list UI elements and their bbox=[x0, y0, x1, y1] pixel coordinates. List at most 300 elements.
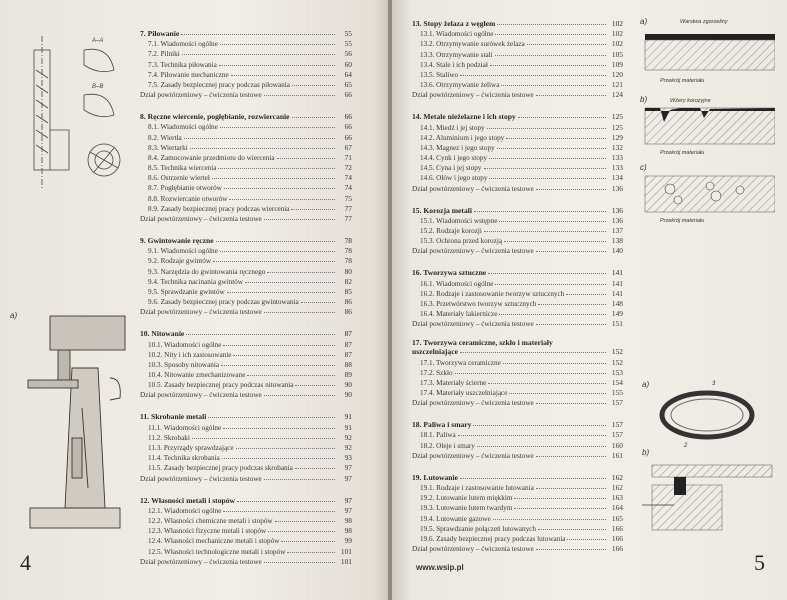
toc-item-title: 19.4. Lutowanie gazowe bbox=[420, 514, 491, 523]
toc-item-title: 7.3. Technika piłowania bbox=[148, 60, 217, 69]
seal-label-a: a) bbox=[642, 380, 650, 389]
toc-item-page: 92 bbox=[344, 443, 352, 452]
toc-item-title: 11.1. Wiadomości ogólne bbox=[148, 423, 222, 432]
leader-dots bbox=[567, 539, 606, 540]
toc-item-title: Dział powtórzeniowy – ćwiczenia testowe bbox=[140, 474, 262, 483]
leader-dots bbox=[536, 488, 606, 489]
toc-item-page: 165 bbox=[611, 513, 623, 523]
leader-dots bbox=[538, 529, 606, 530]
chapter-page: 66 bbox=[344, 112, 352, 122]
leader-dots bbox=[493, 519, 606, 520]
leader-dots bbox=[267, 272, 335, 273]
chapter-title: 15. Korozja metali bbox=[412, 205, 472, 215]
leader-dots bbox=[489, 178, 606, 179]
toc-review-item bbox=[412, 182, 623, 192]
toc-item-title: 11.4. Technika skrobania bbox=[148, 454, 220, 463]
toc-item-title: 16.3. Przetwórstwo tworzyw sztucznych bbox=[420, 299, 537, 308]
toc-review-item bbox=[412, 450, 623, 460]
leader-dots bbox=[495, 284, 606, 285]
leader-dots bbox=[182, 54, 335, 55]
toc-item-title: 12.2. Własności chemiczne metali i stopów bbox=[148, 516, 273, 525]
toc-item-title: 8.9. Zasady bezpiecznej pracy podczas wiercenia bbox=[148, 204, 290, 213]
chapter-heading bbox=[140, 233, 352, 245]
toc-item-title: 10.1. Wiadomości ogólne bbox=[148, 340, 222, 349]
leader-dots bbox=[460, 75, 606, 76]
toc-item-page: 66 bbox=[344, 132, 352, 142]
leader-dots bbox=[487, 128, 606, 129]
leader-dots bbox=[504, 241, 606, 242]
toc-item-title: Dział powtórzeniowy – ćwiczenia testowe bbox=[140, 308, 262, 317]
toc-item bbox=[412, 308, 623, 318]
toc-item bbox=[140, 38, 352, 48]
toc-item bbox=[140, 442, 352, 452]
toc-item-page: 136 bbox=[611, 215, 623, 225]
toc-item-title: Dział powtórzeniowy – ćwiczenia testowe bbox=[140, 91, 262, 100]
pitting-label: Wżery korozyjne bbox=[670, 98, 711, 104]
toc-item bbox=[412, 356, 623, 366]
toc-item bbox=[140, 69, 352, 79]
publisher-url: www.wsip.pl bbox=[416, 563, 464, 572]
toc-item bbox=[412, 215, 623, 225]
toc-item bbox=[140, 296, 352, 306]
toc-item-page: 163 bbox=[611, 493, 623, 503]
leader-dots bbox=[501, 85, 606, 86]
toc-item bbox=[412, 523, 623, 533]
toc-item-page: 90 bbox=[344, 390, 352, 400]
chapter-page: 141 bbox=[611, 268, 623, 278]
fig-label-section-aa: A–A bbox=[92, 38, 104, 44]
toc-item bbox=[140, 505, 352, 515]
toc-item-title: 15.2. Rodzaje korozji bbox=[420, 227, 482, 235]
toc-item bbox=[412, 69, 623, 79]
toc-item-page: 92 bbox=[344, 432, 352, 442]
toc-item bbox=[140, 338, 352, 348]
leader-dots bbox=[497, 24, 606, 25]
leader-dots bbox=[536, 189, 606, 190]
toc-item-title: 14.1. Miedź i jej stopy bbox=[420, 123, 485, 132]
toc-item-title: 13.3. Otrzymywanie stali bbox=[420, 50, 493, 59]
toc-item-page: 101 bbox=[340, 556, 352, 566]
toc-item-title: 13.1. Wiadomości ogólne bbox=[420, 30, 494, 39]
toc-item-title: 14.5. Cyna i jej stopy bbox=[420, 164, 482, 173]
toc-item-title: 8.3. Wiertarki bbox=[148, 143, 188, 152]
toc-item bbox=[412, 482, 623, 492]
toc-item-page: 55 bbox=[344, 39, 352, 49]
toc-item-page: 86 bbox=[344, 307, 352, 317]
toc-item-title: 14.4. Cynk i jego stopy bbox=[420, 154, 488, 163]
toc-item-page: 98 bbox=[344, 526, 352, 536]
toc-item-title: 11.2. Skrobaki bbox=[148, 433, 190, 442]
toc-item bbox=[412, 512, 623, 522]
toc-item bbox=[412, 152, 623, 162]
leader-dots bbox=[237, 501, 335, 502]
toc-item-title: 8.1. Wiadomości ogólne bbox=[148, 123, 218, 132]
toc-item bbox=[412, 48, 623, 58]
toc-item-page: 160 bbox=[611, 440, 623, 450]
fig-label-section-bb: B–B bbox=[92, 84, 104, 90]
toc-item bbox=[140, 48, 352, 58]
material-section-label-3: Przekrój materiału bbox=[660, 218, 705, 224]
toc-item-title: 13.6. Otrzymywanie żeliwa bbox=[420, 81, 500, 90]
toc-item bbox=[140, 245, 352, 255]
leader-dots bbox=[268, 531, 335, 532]
leader-dots bbox=[527, 44, 606, 45]
toc-item-title: 8.4. Zamocowanie przedmiotu do wiercenia bbox=[148, 153, 275, 162]
toc-item-page: 64 bbox=[344, 69, 352, 79]
toc-item bbox=[412, 28, 623, 38]
toc-item-title: 7.1. Wiadomości ogólne bbox=[148, 40, 218, 49]
toc-item-page: 78 bbox=[344, 256, 352, 266]
chapter-page: 87 bbox=[344, 329, 352, 339]
chapter-heading bbox=[412, 417, 623, 429]
toc-item-title: 17.1. Tworzywa ceramiczne bbox=[420, 358, 501, 367]
toc-item bbox=[412, 387, 623, 397]
toc-item-page: 133 bbox=[611, 163, 623, 173]
chapter-heading bbox=[412, 109, 623, 121]
leader-dots bbox=[190, 148, 335, 149]
toc-item-page: 157 bbox=[611, 398, 623, 408]
leader-dots bbox=[473, 425, 606, 426]
toc-item-title: 7.4. Piłowanie mechaniczne bbox=[148, 70, 229, 79]
leader-dots bbox=[223, 511, 335, 512]
chapter-title: 16. Tworzywa sztuczne bbox=[412, 268, 487, 278]
toc-item-title: 13.5. Staliwo bbox=[420, 70, 459, 79]
chapter-heading bbox=[412, 338, 623, 356]
toc-item bbox=[412, 502, 623, 512]
toc-item-title: 9.4. Technika nacinania gwintów bbox=[148, 277, 243, 286]
chapter-heading bbox=[412, 265, 623, 277]
toc-item-title: 17.3. Materiały ścierne bbox=[420, 378, 487, 387]
toc-item-title: 10.2. Nity i ich zastosowanie bbox=[148, 350, 232, 359]
toc-review-item bbox=[412, 397, 623, 407]
toc-item bbox=[412, 59, 623, 69]
leader-dots bbox=[499, 314, 606, 315]
toc-item-page: 164 bbox=[611, 503, 623, 513]
toc-item bbox=[140, 452, 352, 462]
toc-item bbox=[140, 58, 352, 68]
leader-dots bbox=[489, 158, 606, 159]
leader-dots bbox=[220, 251, 335, 252]
toc-item-page: 132 bbox=[611, 142, 623, 152]
leader-dots bbox=[236, 448, 335, 449]
toc-item-title: 10.3. Sposoby nitowania bbox=[148, 360, 220, 369]
toc-item-title: 8.6. Ostrzenie wierteł bbox=[148, 174, 210, 183]
toc-item-title: 19.1. Rodzaje i zastosowanie lutowania bbox=[420, 484, 534, 492]
toc-item bbox=[412, 492, 623, 502]
toc-item-page: 151 bbox=[611, 319, 623, 329]
leader-dots bbox=[291, 209, 335, 210]
toc-item bbox=[412, 298, 623, 308]
toc-item-title: 9.3. Narzędzia do gwintowania ręcznego bbox=[148, 267, 266, 276]
toc-review-item bbox=[412, 318, 623, 328]
toc-review-item bbox=[140, 472, 352, 482]
toc-item-page: 101 bbox=[340, 546, 352, 556]
leader-dots bbox=[218, 168, 335, 169]
toc-item-title: 17.4. Materiały uszczelniające bbox=[420, 389, 508, 398]
chapter-title: 11. Skrobanie metali bbox=[140, 412, 207, 422]
toc-item bbox=[140, 432, 352, 442]
toc-item-page: 72 bbox=[344, 163, 352, 173]
toc-item bbox=[140, 192, 352, 202]
chapter-heading bbox=[140, 326, 352, 338]
toc-item bbox=[412, 225, 623, 235]
leader-dots bbox=[219, 65, 335, 66]
toc-item-title: 9.2. Rodzaje gwintów bbox=[148, 257, 212, 266]
chapter-title: 13. Stopy żelaza z węglem bbox=[412, 19, 496, 28]
toc-item-title: 10.4. Nitowanie zmechanizowane bbox=[148, 371, 246, 380]
leader-dots bbox=[514, 498, 606, 499]
toc-item bbox=[412, 172, 623, 182]
leader-dots bbox=[264, 562, 335, 563]
toc-item bbox=[412, 377, 623, 387]
toc-item-page: 91 bbox=[344, 422, 352, 432]
corrosion-figure bbox=[640, 14, 775, 234]
chapter-heading bbox=[412, 16, 623, 28]
toc-review-item bbox=[412, 245, 623, 255]
toc-item-title: 13.2. Otrzymywanie surówek żelaza bbox=[420, 40, 525, 49]
toc-item-page: 141 bbox=[611, 288, 623, 298]
leader-dots bbox=[192, 438, 335, 439]
toc-item bbox=[140, 545, 352, 555]
chapter-page: 91 bbox=[344, 412, 352, 422]
leader-dots bbox=[477, 446, 606, 447]
toc-item-page: 74 bbox=[344, 173, 352, 183]
leader-dots bbox=[264, 395, 335, 396]
toc-item-page: 86 bbox=[344, 297, 352, 307]
leader-dots bbox=[455, 373, 606, 374]
toc-item-title: 10.5. Zasady bezpiecznej pracy podczas nitowania bbox=[148, 381, 294, 390]
leader-dots bbox=[536, 95, 606, 96]
toc-item bbox=[140, 162, 352, 172]
leader-dots bbox=[484, 168, 607, 169]
leader-dots bbox=[281, 541, 335, 542]
toc-item-title: 14.6. Ołów i jego stopy bbox=[420, 174, 488, 183]
leader-dots bbox=[223, 428, 335, 429]
toc-item bbox=[412, 38, 623, 48]
leader-dots bbox=[221, 365, 335, 366]
toc-item-page: 102 bbox=[611, 39, 623, 49]
toc-item-page: 105 bbox=[611, 49, 623, 59]
leader-dots bbox=[292, 85, 335, 86]
leader-dots bbox=[216, 241, 335, 242]
toc-item bbox=[140, 265, 352, 275]
toc-item bbox=[140, 131, 352, 141]
corrosion-label-c: c) bbox=[640, 163, 647, 172]
toc-item-page: 120 bbox=[611, 69, 623, 79]
leader-dots bbox=[184, 138, 335, 139]
chapter-heading bbox=[140, 109, 352, 121]
leader-dots bbox=[264, 312, 335, 313]
toc-item-title: 18.1. Paliwa bbox=[420, 431, 456, 440]
toc-review-item bbox=[412, 89, 623, 99]
chapter-page: 157 bbox=[611, 420, 623, 430]
toc-item-page: 155 bbox=[611, 388, 623, 398]
leader-dots bbox=[495, 34, 606, 35]
toc-item-page: 148 bbox=[611, 298, 623, 308]
leader-dots bbox=[231, 75, 335, 76]
toc-review-item bbox=[412, 543, 623, 553]
leader-dots bbox=[488, 273, 606, 274]
toc-item bbox=[140, 379, 352, 389]
toc-item-title: Dział powtórzeniowy – ćwiczenia testowe bbox=[412, 184, 534, 193]
toc-item bbox=[412, 79, 623, 89]
toc-item-page: 149 bbox=[611, 309, 623, 319]
toc-item-page: 166 bbox=[611, 544, 623, 554]
scale-layer-label: Warstwa zgorzeliny bbox=[680, 19, 728, 25]
toc-item-page: 87 bbox=[344, 339, 352, 349]
toc-item-title: 12.5. Własności technologiczne metali i stopów bbox=[148, 547, 286, 556]
material-section-label-1: Przekrój materiału bbox=[660, 78, 705, 84]
leader-dots bbox=[295, 385, 335, 386]
toc-item-title: Dział powtórzeniowy – ćwiczenia testowe bbox=[412, 320, 534, 329]
toc-item-title: 12.4. Własności mechaniczne metali i stopów bbox=[148, 537, 280, 546]
leader-dots bbox=[460, 478, 606, 479]
chapter-page: 136 bbox=[611, 205, 623, 215]
toc-item-title: Dział powtórzeniowy – ćwiczenia testowe bbox=[140, 391, 262, 400]
chapter-page: 55 bbox=[344, 29, 352, 38]
toc-item-title: 18.2. Oleje i smary bbox=[420, 441, 475, 450]
chapter-heading bbox=[140, 409, 352, 421]
leader-dots bbox=[509, 393, 606, 394]
leader-dots bbox=[186, 334, 335, 335]
leader-dots bbox=[213, 261, 335, 262]
chapter-title-line2: uszczelniające bbox=[412, 347, 458, 357]
leader-dots bbox=[538, 304, 606, 305]
leader-dots bbox=[536, 549, 606, 550]
toc-item bbox=[140, 535, 352, 545]
leader-dots bbox=[245, 282, 335, 283]
toc-item-page: 80 bbox=[344, 266, 352, 276]
toc-item bbox=[140, 421, 352, 431]
toc-item-page: 77 bbox=[344, 203, 352, 213]
toc-item-page: 75 bbox=[344, 193, 352, 203]
seal-figure bbox=[642, 375, 777, 545]
toc-item-page: 97 bbox=[344, 473, 352, 483]
toc-item-page: 97 bbox=[344, 463, 352, 473]
leader-dots bbox=[220, 127, 335, 128]
leader-dots bbox=[503, 363, 606, 364]
toc-item-page: 56 bbox=[344, 49, 352, 59]
toc-item-title: 19.3. Lutowanie lutem twardym bbox=[420, 504, 513, 513]
chapter-title: 19. Lutowanie bbox=[412, 472, 458, 482]
toc-item bbox=[140, 182, 352, 192]
chapter-heading bbox=[412, 470, 623, 482]
toc-item-page: 157 bbox=[611, 430, 623, 440]
leader-dots bbox=[506, 138, 606, 139]
toc-item bbox=[140, 255, 352, 265]
toc-item-title: 15.1. Wiadomości wstępne bbox=[420, 216, 498, 225]
toc-item-title: 9.1. Wiadomości ogólne bbox=[148, 247, 218, 256]
leader-dots bbox=[222, 458, 335, 459]
chapter-page: 102 bbox=[611, 19, 623, 28]
toc-item bbox=[140, 525, 352, 535]
toc-item-title: 8.5. Technika wiercenia bbox=[148, 164, 217, 173]
toc-item-page: 121 bbox=[611, 80, 623, 90]
toc-item-page: 125 bbox=[611, 122, 623, 132]
toc-item-title: 8.8. Rozwiercanie otworów bbox=[148, 194, 228, 203]
toc-item-page: 140 bbox=[611, 246, 623, 256]
leader-dots bbox=[247, 375, 335, 376]
toc-review-item bbox=[140, 213, 352, 223]
leader-dots bbox=[224, 188, 335, 189]
toc-item bbox=[140, 359, 352, 369]
toc-item-title: Dział powtórzeniowy – ćwiczenia testowe bbox=[412, 247, 534, 256]
toc-review-item bbox=[140, 89, 352, 99]
toc-item-page: 162 bbox=[611, 483, 623, 492]
file-drawing-figure bbox=[14, 30, 129, 200]
toc-item-page: 66 bbox=[344, 122, 352, 132]
chapter-heading bbox=[412, 203, 623, 215]
toc-item-page: 87 bbox=[344, 349, 352, 359]
toc-item bbox=[140, 152, 352, 162]
toc-item-title: 16.1. Wiadomości ogólne bbox=[420, 279, 494, 288]
toc-item bbox=[412, 121, 623, 131]
toc-item-page: 89 bbox=[344, 370, 352, 380]
toc-item-title: 9.5. Sprawdzanie gwintów bbox=[148, 287, 225, 296]
leader-dots bbox=[181, 34, 335, 35]
toc-item-title: Dział powtórzeniowy – ćwiczenia testowe bbox=[140, 215, 262, 223]
toc-item bbox=[140, 172, 352, 182]
page-number-left: 4 bbox=[20, 550, 31, 575]
toc-item-title: 19.6. Zasady bezpiecznej pracy podczas lutowania bbox=[420, 534, 566, 543]
chapter-title: 8. Ręczne wiercenie, pogłębianie, rozwiercanie bbox=[140, 112, 290, 122]
leader-dots bbox=[223, 345, 335, 346]
chapter-title: 9. Gwintowanie ręczne bbox=[140, 236, 214, 245]
toc-item-title: 11.3. Przyrządy sprawdzające bbox=[148, 444, 234, 452]
toc-item bbox=[140, 142, 352, 152]
toc-item bbox=[140, 515, 352, 525]
toc-item-page: 99 bbox=[344, 536, 352, 546]
seal-label-b: b) bbox=[642, 448, 650, 457]
toc-item bbox=[412, 162, 623, 172]
toc-item bbox=[412, 429, 623, 439]
toc-item-page: 161 bbox=[611, 450, 623, 460]
leader-dots bbox=[536, 324, 606, 325]
leader-dots bbox=[488, 383, 606, 384]
toc-item-page: 88 bbox=[344, 359, 352, 369]
riveting-machine-figure bbox=[10, 308, 135, 538]
toc-item-page: 152 bbox=[611, 357, 623, 367]
toc-item-page: 78 bbox=[344, 246, 352, 256]
toc-item-title: 9.6. Zasady bezpiecznej pracy podczas gwintowania bbox=[148, 298, 299, 307]
toc-review-item bbox=[140, 556, 352, 566]
toc-item-title: 16.4. Materiały lakiernicze bbox=[420, 310, 498, 319]
chapter-page: 78 bbox=[344, 236, 352, 245]
toc-item-page: 66 bbox=[344, 90, 352, 100]
toc-item-page: 67 bbox=[344, 142, 352, 152]
toc-item-title: 7.5. Zasady bezpiecznej pracy podczas piłowania bbox=[148, 80, 290, 89]
toc-item-title: 12.1. Wiadomości ogólne bbox=[148, 506, 222, 515]
leader-dots bbox=[514, 508, 606, 509]
chapter-heading bbox=[140, 26, 352, 38]
leader-dots bbox=[287, 552, 335, 553]
leader-dots bbox=[212, 178, 335, 179]
toc-item bbox=[412, 533, 623, 543]
toc-item-title: 14.2. Aluminium i jego stopy bbox=[420, 133, 505, 142]
leader-dots bbox=[484, 231, 606, 232]
toc-item-title: Dział powtórzeniowy – ćwiczenia testowe bbox=[412, 91, 534, 100]
leader-dots bbox=[229, 199, 335, 200]
toc-item-page: 97 bbox=[344, 505, 352, 515]
leader-dots bbox=[460, 352, 606, 353]
toc-item-page: 153 bbox=[611, 367, 623, 377]
toc-item bbox=[140, 286, 352, 296]
toc-item bbox=[412, 235, 623, 245]
leader-dots bbox=[536, 403, 606, 404]
toc-item bbox=[140, 203, 352, 213]
leader-dots bbox=[208, 417, 335, 418]
leader-dots bbox=[490, 65, 606, 66]
